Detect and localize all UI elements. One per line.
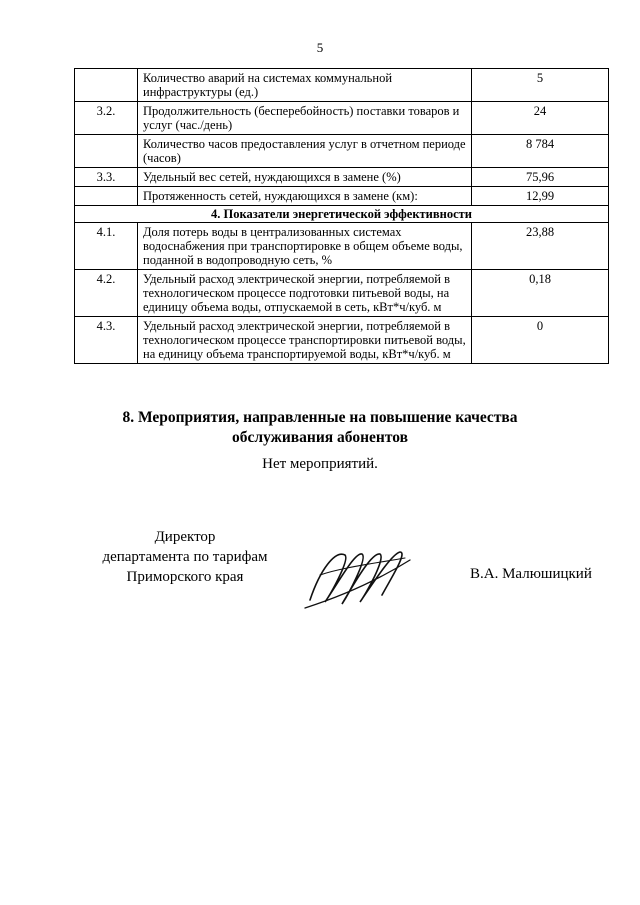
table-row [75, 317, 609, 364]
row-value: 12,99 [472, 187, 609, 206]
row-number [75, 69, 138, 102]
signatory-department: департамента по тарифам [102, 549, 268, 565]
row-value: 23,88 [472, 223, 609, 270]
table-row [75, 168, 609, 187]
row-text: Удельный расход электрической энергии, потребляемой в технологическом процессе подготовки питьевой воды, на единицу объема воды, отпускаемой в сеть, кВт*ч/куб. м [138, 270, 472, 317]
handwritten-signature [300, 540, 420, 615]
section-8-title-line1: 8. Мероприятия, направленные на повышение качества [122, 409, 518, 426]
row-text: Доля потерь воды в централизованных системах водоснабжения при транспортировке в общем объеме воды, поданной в водопроводную сеть, % [138, 223, 472, 270]
row-number: 4.1. [75, 223, 138, 270]
table-row [75, 102, 609, 135]
signatory-title [90, 527, 280, 587]
page-number: 5 [316, 40, 324, 55]
table-row [75, 270, 609, 317]
row-number [75, 135, 138, 168]
row-number [75, 187, 138, 206]
row-text: Количество часов предоставления услуг в отчетном периоде (часов) [138, 135, 472, 168]
row-text: Удельный вес сетей, нуждающихся в замене (%) [138, 168, 472, 187]
indicators-table [74, 68, 609, 364]
row-text: Количество аварий на системах коммунальной инфраструктуры (ед.) [138, 69, 472, 102]
row-text: Протяженность сетей, нуждающихся в замене (км): [138, 187, 472, 206]
section-header-row [75, 206, 609, 223]
row-value: 0,18 [472, 270, 609, 317]
table-row [75, 223, 609, 270]
section-8-body: Нет мероприятий. [262, 456, 378, 472]
row-value: 24 [472, 102, 609, 135]
row-number: 4.3. [75, 317, 138, 364]
row-number: 3.3. [75, 168, 138, 187]
row-text: Удельный расход электрической энергии, потребляемой в технологическом процессе транспортировки питьевой воды, на единицу объема транспортируемой воды, кВт*ч/куб. м [138, 317, 472, 364]
table-row [75, 187, 609, 206]
row-value: 75,96 [472, 168, 609, 187]
section-8-heading [0, 408, 640, 448]
table-row [75, 69, 609, 102]
row-value: 5 [472, 69, 609, 102]
row-number: 4.2. [75, 270, 138, 317]
row-value: 8 784 [472, 135, 609, 168]
row-value: 0 [472, 317, 609, 364]
section-title: 4. Показатели энергетической эффективности [75, 206, 609, 223]
signatory-name: В.А. Малюшицкий [470, 566, 592, 582]
section-8-title-line2: обслуживания абонентов [232, 429, 408, 446]
table-row [75, 135, 609, 168]
row-number: 3.2. [75, 102, 138, 135]
signatory-region: Приморского края [126, 569, 244, 585]
row-text: Продолжительность (бесперебойность) поставки товаров и услуг (час./день) [138, 102, 472, 135]
signatory-position: Директор [154, 529, 216, 545]
